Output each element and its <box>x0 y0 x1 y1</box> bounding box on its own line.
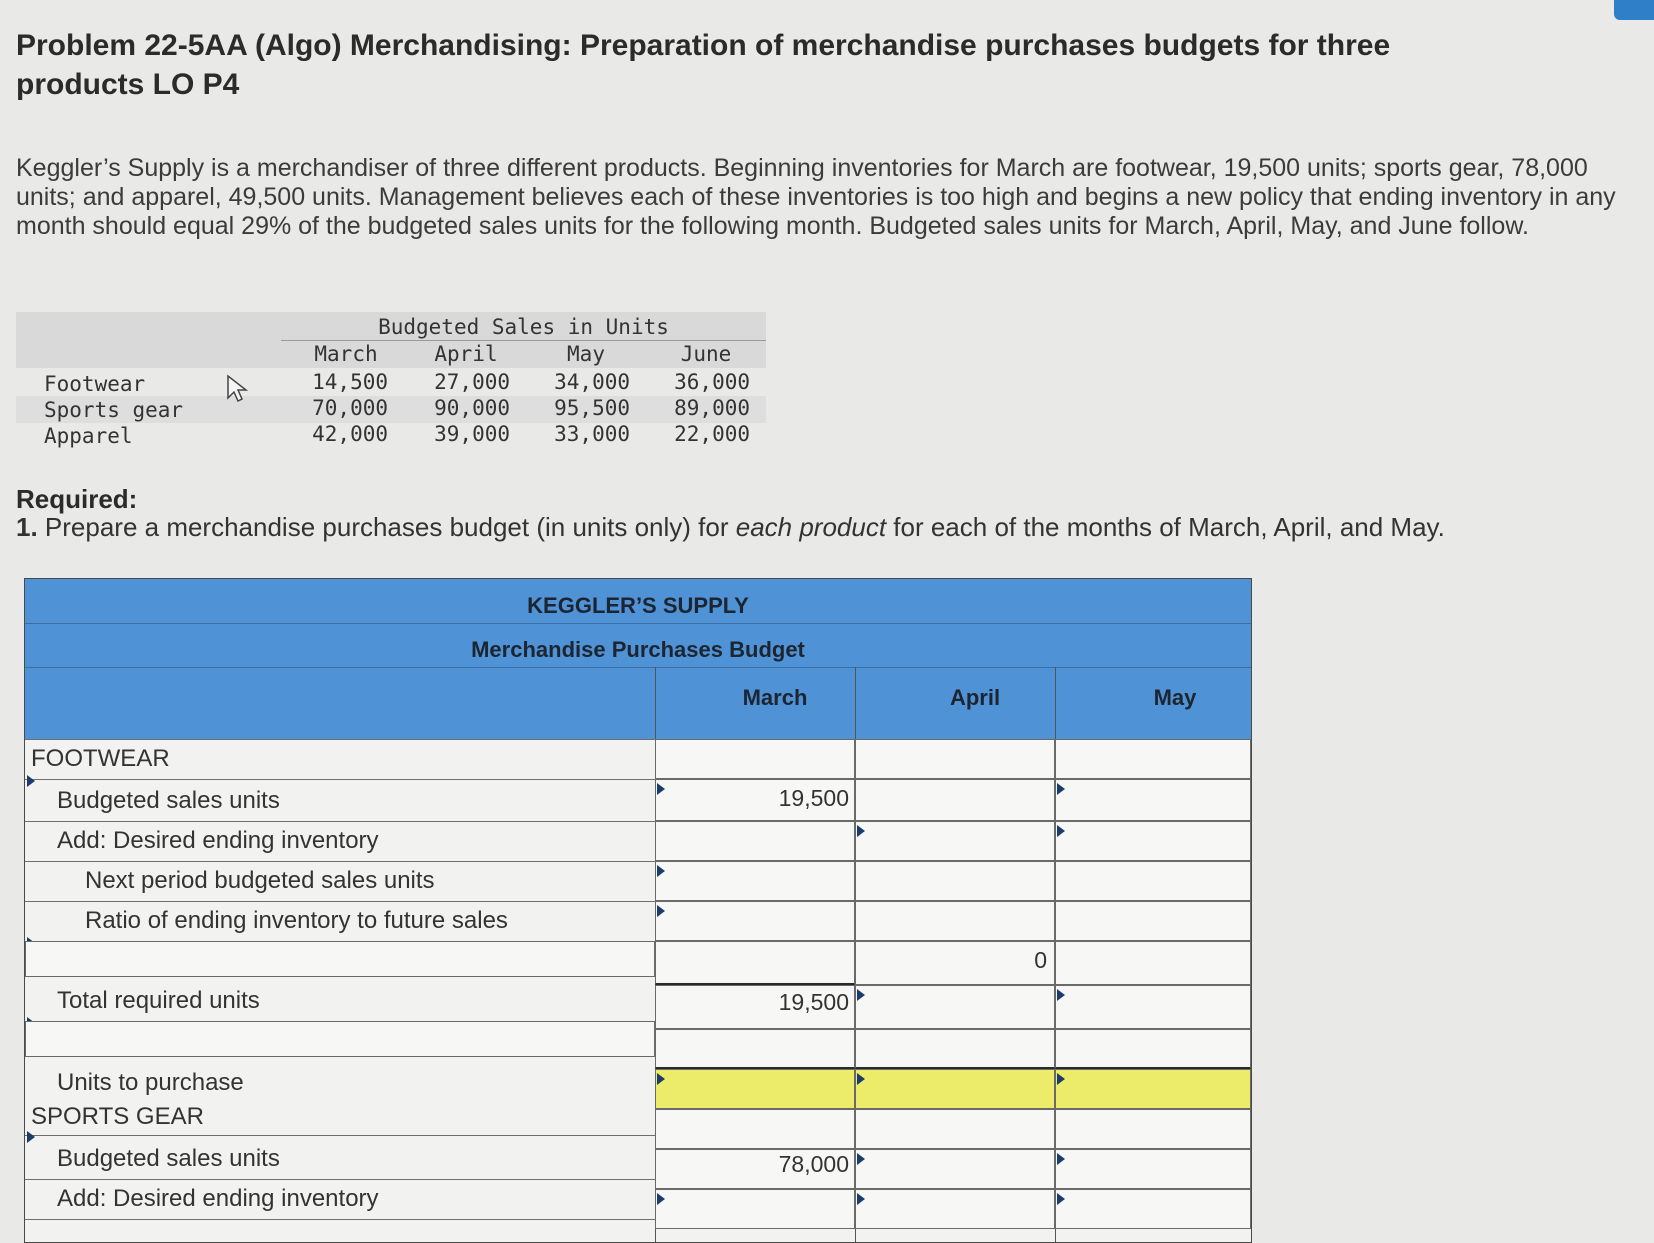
budget-title: Merchandise Purchases Budget <box>471 637 805 662</box>
label-units-to-purchase: Units to purchase <box>57 1069 244 1096</box>
label-budgeted-sales-units-sports: Budgeted sales units <box>57 1145 280 1172</box>
sales-cell: 33,000 <box>554 422 630 446</box>
cell-marker-icon <box>657 783 665 795</box>
requirement-emphasis: each product <box>735 512 887 542</box>
sports-gear-header-april[interactable] <box>855 1109 1055 1149</box>
sales-cell: 39,000 <box>434 422 510 446</box>
footwear-beginning-inventory-march-value: 19,500 <box>778 785 849 811</box>
sports-gear-header-march[interactable] <box>655 1109 855 1149</box>
sports-budgeted-sales-april[interactable] <box>855 1189 1055 1229</box>
column-header-may: May <box>1153 685 1197 710</box>
sales-table-group-title: Budgeted Sales in Units <box>378 315 669 339</box>
cell-marker-icon <box>1057 825 1065 837</box>
problem-description: Keggler’s Supply is a merchandiser of three different products. Beginning inventories for March are footwear, 19,500 units; sports gear, 78,000 units; and apparel, 49,500 units. Management believes each of these inventories is too high and begins a new policy that ending inventory in any month should equal 29% of the budgeted sales units for the following month. Budgeted sales units for March, April, May, and June follow. <box>16 154 1616 240</box>
sports-beginning-inventory-march-value: 78,000 <box>778 1151 849 1177</box>
label-add-desired-ending-inventory-sports: Add: Desired ending inventory <box>57 1185 379 1212</box>
footwear-next-period-sales-april[interactable] <box>855 861 1055 901</box>
merchandise-purchases-budget <box>24 578 1252 1243</box>
cell-marker-icon <box>657 1193 665 1205</box>
footwear-ratio-april[interactable] <box>855 901 1055 941</box>
footwear-beginning-inv-less-may[interactable] <box>1055 1029 1251 1069</box>
footwear-beginning-inv-less-march[interactable] <box>655 1029 855 1069</box>
label-add-desired-ending-inventory: Add: Desired ending inventory <box>57 827 379 854</box>
cell-marker-icon <box>857 825 865 837</box>
sales-row-label: Sports gear <box>44 398 184 422</box>
sports-gear-header-may[interactable] <box>1055 1109 1251 1149</box>
footwear-add-desired-march[interactable] <box>655 821 855 861</box>
sales-row-label: Apparel <box>44 424 133 448</box>
label-ratio-ending-inventory: Ratio of ending inventory to future sales <box>85 907 508 934</box>
cell-marker-icon <box>1057 1193 1065 1205</box>
footwear-add-desired-may[interactable] <box>1055 821 1251 861</box>
cell-marker-icon <box>1057 989 1065 1001</box>
cell-marker-icon <box>657 1073 665 1085</box>
footwear-units-to-purchase-may[interactable] <box>1055 1069 1251 1109</box>
footwear-march-header-cell[interactable] <box>655 739 855 779</box>
sales-cell: 70,000 <box>312 396 388 420</box>
beginning-inventory-label-input[interactable] <box>25 1021 655 1057</box>
required-heading: Required: <box>16 484 138 514</box>
sports-budgeted-sales-may[interactable] <box>1055 1189 1251 1229</box>
column-header-april: April <box>949 685 1001 710</box>
cell-marker-icon <box>657 865 665 877</box>
corner-tab[interactable] <box>1614 0 1654 20</box>
sales-cell: 89,000 <box>674 396 750 420</box>
footwear-budgeted-sales-april[interactable] <box>855 779 1055 821</box>
requirement-1 <box>16 512 1445 543</box>
sales-cell: 27,000 <box>434 370 510 394</box>
sports-beginning-inventory-april[interactable] <box>855 1149 1055 1189</box>
row-rule <box>25 821 655 822</box>
sales-cell: 22,000 <box>674 422 750 446</box>
sales-cell: 14,500 <box>312 370 388 394</box>
sales-cell: 90,000 <box>434 396 510 420</box>
page-title: Problem 22-5AA (Algo) Merchandising: Preparation of merchandise purchases budgets for three products LO P4 <box>16 29 1391 101</box>
row-rule <box>25 779 655 780</box>
sales-month-header: June <box>680 342 732 366</box>
requirement-text-b: for each of the months of March, April, and May. <box>886 512 1445 542</box>
sales-cell: 42,000 <box>312 422 388 446</box>
footwear-units-to-purchase-march[interactable] <box>655 1069 855 1109</box>
footwear-next-period-sales-march[interactable] <box>655 861 855 901</box>
requirement-text-a: Prepare a merchandise purchases budget (in units only) for <box>37 512 736 542</box>
footwear-add-desired-april[interactable] <box>855 821 1055 861</box>
footwear-desired-ending-may[interactable] <box>1055 941 1251 985</box>
footwear-may-header-cell[interactable] <box>1055 739 1251 779</box>
row-rule <box>25 861 655 862</box>
footwear-beginning-inv-less-april[interactable] <box>855 1029 1055 1069</box>
company-name: KEGGLER’S SUPPLY <box>527 593 749 618</box>
cell-marker-icon <box>1057 783 1065 795</box>
header-divider <box>25 623 1251 624</box>
footwear-desired-ending-march[interactable] <box>655 941 855 985</box>
sales-cell: 95,500 <box>554 396 630 420</box>
label-next-period-budgeted-sales: Next period budgeted sales units <box>85 867 435 894</box>
cell-marker-icon <box>857 989 865 1001</box>
cell-marker-icon <box>857 1153 865 1165</box>
footwear-april-header-cell[interactable] <box>855 739 1055 779</box>
cell-marker-icon <box>1057 1153 1065 1165</box>
footwear-budgeted-sales-may[interactable] <box>1055 779 1251 821</box>
sales-month-header: May <box>567 342 605 366</box>
desired-ending-inventory-label-input[interactable] <box>25 941 655 977</box>
cell-marker-icon <box>1057 1073 1065 1085</box>
row-marker-icon <box>27 1131 35 1143</box>
requirement-number: 1. <box>16 512 38 542</box>
footwear-total-required-may[interactable] <box>1055 985 1251 1029</box>
section-sports-gear: SPORTS GEAR <box>31 1103 204 1130</box>
footwear-total-required-april[interactable] <box>855 985 1055 1029</box>
row-marker-icon <box>27 775 35 787</box>
cell-marker-icon <box>857 1073 865 1085</box>
sales-cell: 34,000 <box>554 370 630 394</box>
sales-cell: 36,000 <box>674 370 750 394</box>
footwear-ratio-march[interactable] <box>655 901 855 941</box>
cell-marker-icon <box>857 1193 865 1205</box>
footwear-desired-ending-april-value: 0 <box>1034 947 1047 973</box>
cell-marker-icon <box>657 905 665 917</box>
sales-month-header: March <box>314 342 378 366</box>
sports-budgeted-sales-march[interactable] <box>655 1189 855 1229</box>
row-rule <box>25 901 655 902</box>
footwear-total-required-march-value: 19,500 <box>778 989 849 1015</box>
label-budgeted-sales-units: Budgeted sales units <box>57 787 280 814</box>
sports-beginning-inventory-may[interactable] <box>1055 1149 1251 1189</box>
sales-month-header: April <box>434 342 498 366</box>
column-header-march: March <box>742 685 808 710</box>
row-rule <box>25 1135 655 1136</box>
footwear-units-to-purchase-april[interactable] <box>855 1069 1055 1109</box>
sales-table-group-rule <box>281 340 766 341</box>
row-rule <box>25 1219 655 1220</box>
mouse-pointer-icon <box>226 374 252 404</box>
label-total-required-units: Total required units <box>57 987 260 1014</box>
section-footwear: FOOTWEAR <box>31 745 170 772</box>
sales-row-label: Footwear <box>44 372 146 396</box>
footwear-ratio-may[interactable] <box>1055 901 1251 941</box>
row-rule <box>25 1179 655 1180</box>
header-divider <box>25 667 1251 668</box>
footwear-next-period-sales-may[interactable] <box>1055 861 1251 901</box>
